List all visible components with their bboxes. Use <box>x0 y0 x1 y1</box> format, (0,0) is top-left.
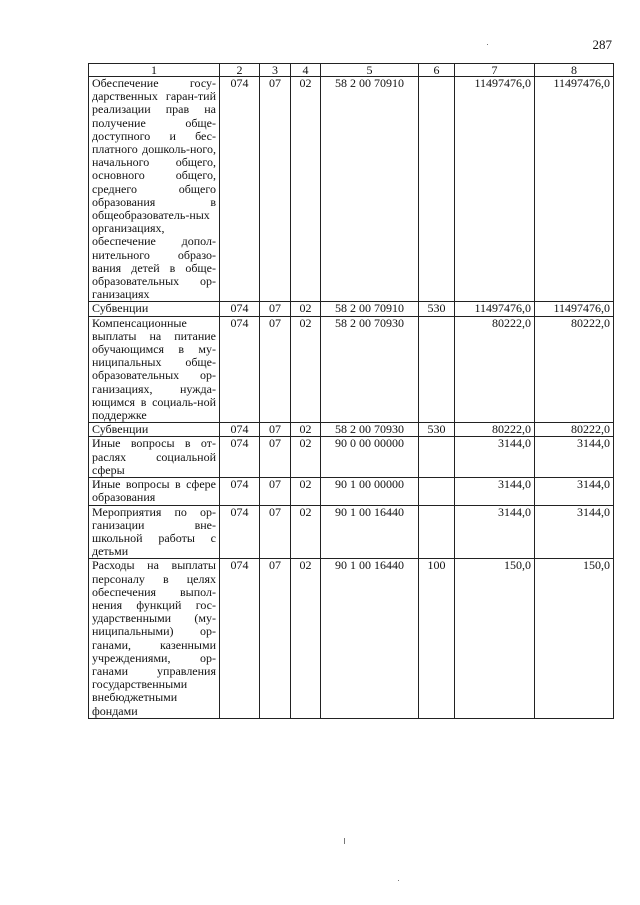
cell-target: 58 2 00 70910 <box>321 302 419 316</box>
budget-table <box>88 63 614 719</box>
cell-amount-1: 3144,0 <box>455 437 535 478</box>
cell-subsection: 02 <box>291 437 321 478</box>
cell-section: 07 <box>260 478 291 505</box>
scan-speck <box>487 44 488 45</box>
cell-amount-1: 80222,0 <box>455 423 535 437</box>
cell-amount-2: 80222,0 <box>535 316 614 423</box>
column-header: 6 <box>419 64 455 77</box>
cell-amount-1: 11497476,0 <box>455 302 535 316</box>
cell-type <box>419 437 455 478</box>
cell-section: 07 <box>260 316 291 423</box>
cell-section: 07 <box>260 423 291 437</box>
cell-type: 530 <box>419 423 455 437</box>
cell-type: 530 <box>419 302 455 316</box>
table-header-row <box>89 64 614 77</box>
cell-subsection: 02 <box>291 423 321 437</box>
cell-amount-2: 3144,0 <box>535 437 614 478</box>
cell-code: 074 <box>220 77 260 302</box>
column-header: 1 <box>89 64 220 77</box>
cell-type <box>419 478 455 505</box>
row-name: Мероприятия по ор-ганизации вне-школьной работы с детьми <box>89 505 220 559</box>
column-header: 2 <box>220 64 260 77</box>
cell-section: 07 <box>260 302 291 316</box>
cell-code: 074 <box>220 437 260 478</box>
table-row <box>89 77 614 302</box>
cell-target: 58 2 00 70910 <box>321 77 419 302</box>
cell-section: 07 <box>260 77 291 302</box>
table-row <box>89 423 614 437</box>
column-header: 5 <box>321 64 419 77</box>
cell-type <box>419 505 455 559</box>
table-row <box>89 505 614 559</box>
cell-amount-1: 3144,0 <box>455 505 535 559</box>
cell-subsection: 02 <box>291 505 321 559</box>
scan-speck <box>344 838 345 844</box>
cell-section: 07 <box>260 559 291 718</box>
cell-amount-2: 3144,0 <box>535 478 614 505</box>
cell-type <box>419 316 455 423</box>
cell-target: 58 2 00 70930 <box>321 316 419 423</box>
row-name: Субвенции <box>89 423 220 437</box>
table-row <box>89 302 614 316</box>
row-name: Обеспечение госу-дарственных гаран-тий реализации прав на получение обще-доступного и бес-платного дошколь-ного, начального общего, основного общего, среднего общего образования в общеобразователь-ных организациях, обеспечение допол-нительного образо-вания детей в обще-образовательных ор-ганизациях <box>89 77 220 302</box>
cell-code: 074 <box>220 478 260 505</box>
cell-amount-2: 11497476,0 <box>535 302 614 316</box>
scan-speck <box>398 880 399 881</box>
cell-subsection: 02 <box>291 77 321 302</box>
cell-subsection: 02 <box>291 478 321 505</box>
cell-target: 90 1 00 16440 <box>321 559 419 718</box>
cell-target: 90 1 00 16440 <box>321 505 419 559</box>
cell-amount-2: 150,0 <box>535 559 614 718</box>
cell-code: 074 <box>220 316 260 423</box>
column-header: 4 <box>291 64 321 77</box>
cell-amount-2: 80222,0 <box>535 423 614 437</box>
page-number: 287 <box>592 37 612 52</box>
cell-target: 90 1 00 00000 <box>321 478 419 505</box>
cell-code: 074 <box>220 559 260 718</box>
cell-code: 074 <box>220 505 260 559</box>
table-row <box>89 437 614 478</box>
column-header: 7 <box>455 64 535 77</box>
cell-subsection: 02 <box>291 316 321 423</box>
cell-subsection: 02 <box>291 559 321 718</box>
cell-subsection: 02 <box>291 302 321 316</box>
cell-target: 90 0 00 00000 <box>321 437 419 478</box>
cell-section: 07 <box>260 505 291 559</box>
cell-amount-1: 80222,0 <box>455 316 535 423</box>
row-name: Субвенции <box>89 302 220 316</box>
table-row <box>89 559 614 718</box>
table-row <box>89 478 614 505</box>
cell-amount-1: 11497476,0 <box>455 77 535 302</box>
row-name: Компенсационные выплаты на питание обучающимся в му-ниципальных обще-образовательных ор-ганизациях, нужда-ющимся в социаль-ной поддержке <box>89 316 220 423</box>
cell-amount-1: 150,0 <box>455 559 535 718</box>
row-name: Иные вопросы в сфере образования <box>89 478 220 505</box>
cell-amount-2: 3144,0 <box>535 505 614 559</box>
cell-amount-1: 3144,0 <box>455 478 535 505</box>
row-name: Иные вопросы в от-раслях социальной сферы <box>89 437 220 478</box>
cell-section: 07 <box>260 437 291 478</box>
row-name: Расходы на выплаты персоналу в целях обеспечения выпол-нения функций гос-ударственными (му-ниципальными) ор-ганами, казенными учреждениями, ор-ганами управления государственными внебюджетными фондами <box>89 559 220 718</box>
column-header: 8 <box>535 64 614 77</box>
cell-amount-2: 11497476,0 <box>535 77 614 302</box>
cell-code: 074 <box>220 423 260 437</box>
cell-type <box>419 77 455 302</box>
table-row <box>89 316 614 423</box>
column-header: 3 <box>260 64 291 77</box>
cell-type: 100 <box>419 559 455 718</box>
cell-target: 58 2 00 70930 <box>321 423 419 437</box>
cell-code: 074 <box>220 302 260 316</box>
